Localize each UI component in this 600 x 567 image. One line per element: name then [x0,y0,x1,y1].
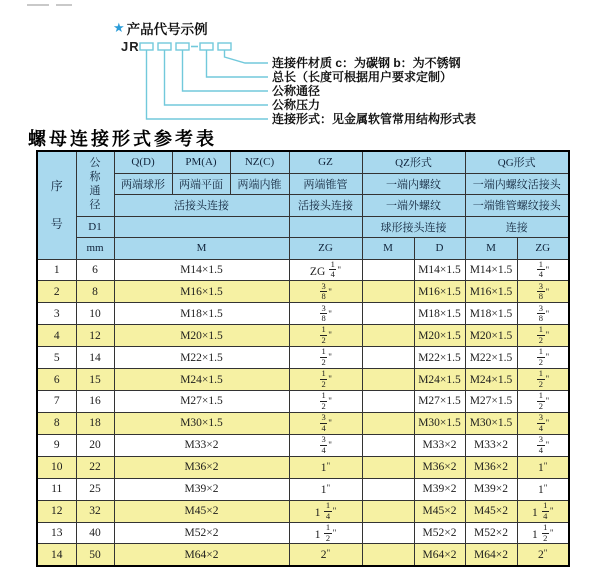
cell-qz-d: M52×2 [414,522,465,544]
cell-seq: 12 [37,500,76,522]
cell-seq: 5 [37,347,76,369]
cell-thread-m: M36×2 [114,456,289,478]
cell-seq: 1 [37,259,76,281]
cell-qz-m [362,281,414,303]
fraction: $\frac{3}{8}$ [538,302,544,324]
table-row [37,434,569,456]
cell-seq: 8 [37,412,76,434]
cell-thread-m: M14×1.5 [114,259,289,281]
nut-connection-table [36,150,570,567]
fraction: $\frac{1}{2}$ [538,390,544,411]
cell-qg-zg: $\frac{1}{2}$ " [517,391,569,413]
col-header-pm: PM(A) [172,151,230,173]
col-header-seq: 序号 [37,151,76,259]
fraction: $\frac{1}{2}$ [538,324,544,346]
cell-qz-d: M30×1.5 [414,412,465,434]
cell-qz-m [362,522,414,544]
cell-qz-d: M16×1.5 [414,281,465,303]
fraction: $\frac{1}{4}$ [325,500,331,521]
cell-qz-m [362,303,414,325]
cell-dn: 22 [76,456,114,478]
cell-dn: 40 [76,522,114,544]
label-nominal-diameter: 公称通径 [272,84,321,98]
table-row [37,281,569,303]
col-header-d1: D1 [76,216,114,237]
cell-qg-m: M27×1.5 [465,391,517,413]
cell-qg-m: M64×2 [465,544,517,566]
cell-qz-m [362,391,414,413]
cell-dn: 8 [76,281,114,303]
table-body [37,259,569,566]
table-row [37,259,569,281]
cell-thread-m: M20×1.5 [114,325,289,347]
fraction: $\frac{3}{4}$ [321,434,326,455]
col-sub-qg-3: 连接 [465,216,569,237]
leader-line-dn [183,50,269,91]
cell-thread-m: M24×1.5 [114,369,289,391]
cell-seq: 4 [37,325,76,347]
cell-qz-m [362,347,414,369]
cell-dn: 12 [76,325,114,347]
cell-seq: 10 [37,456,76,478]
cell-qz-d: M27×1.5 [414,391,465,413]
cell-gz-zg: 2" [289,544,362,566]
cell-qz-m [362,325,414,347]
cell-qz-d: M14×1.5 [414,259,465,281]
fraction: $\frac{1}{2}$ [543,522,548,543]
table-row [37,391,569,413]
col-sub-q: 两端球形 [114,173,172,194]
cell-qz-m [362,434,414,456]
cell-dn: 50 [76,544,114,566]
cell-qz-d: M22×1.5 [414,347,465,369]
cell-seq: 6 [37,369,76,391]
cell-qg-zg: $\frac{1}{2}$ " [517,325,569,347]
cell-seq: 9 [37,434,76,456]
cell-qz-m [362,456,414,478]
cell-dn: 14 [76,347,114,369]
cell-qg-zg: $\frac{3}{8}$ " [517,303,569,325]
table-row [37,456,569,478]
cell-gz-zg: ZG $\frac{1}{4}$ " [289,259,362,281]
table-row [37,325,569,347]
diagram-title-text: 产品代号示例 [126,22,208,37]
cell-dn: 20 [76,434,114,456]
cell-dn: 16 [76,391,114,413]
cell-gz-zg: $\frac{1}{2}$ " [289,369,362,391]
empty-cell [114,216,289,237]
col-header-dn: 公称通径 [76,151,114,216]
code-box [200,43,213,50]
fraction: $\frac{3}{4}$ [538,434,544,455]
label-total-length: 总长（长度可根据用户要求定制） [272,70,453,84]
unit-zg-gz: ZG [289,237,362,259]
code-box [158,43,171,50]
cell-qg-m: M30×1.5 [465,412,517,434]
cell-qg-m: M18×1.5 [465,303,517,325]
col-sub-gz: 两端锥管 [289,173,362,194]
col-header-qz: QZ形式 [362,151,465,173]
label-nominal-pressure: 公称压力 [272,98,321,112]
fraction: $\frac{1}{2}$ [321,368,326,390]
cell-seq: 7 [37,391,76,413]
cell-seq: 2 [37,281,76,303]
fraction: $\frac{1}{2}$ [321,390,326,411]
cell-gz-zg: 1 $\frac{1}{4}$ " [289,500,362,522]
col-sub-qg-2: 一端锥管螺纹接头 [465,194,569,216]
cell-qg-m: M45×2 [465,500,517,522]
unit-zg-qg: ZG [517,237,569,259]
cell-thread-m: M22×1.5 [114,347,289,369]
cell-seq: 14 [37,544,76,566]
unit-m-qg: M [465,237,517,259]
fraction: $\frac{3}{8}$ [321,302,326,324]
col-sub-qz-3: 球形接头连接 [362,216,465,237]
cell-dn: 25 [76,478,114,500]
cell-gz-zg: $\frac{1}{2}$ " [289,347,362,369]
code-box [218,43,231,50]
cell-qg-m: M16×1.5 [465,281,517,303]
fraction: $\frac{3}{4}$ [538,412,544,433]
fraction: $\frac{1}{4}$ [543,500,548,521]
fraction: $\frac{3}{8}$ [321,280,326,302]
star-icon: ★ [113,20,125,35]
table-title: 螺母连接形式参考表 [28,129,217,149]
cell-qg-m: M24×1.5 [465,369,517,391]
col-sub-pm: 两端平面 [172,173,230,194]
union-joint-left: 活接头连接 [114,194,289,216]
header-row-3 [37,194,569,216]
fraction: $\frac{1}{2}$ [538,368,544,390]
cell-qg-zg: 1" [517,456,569,478]
col-sub-nz: 两端内锥 [230,173,289,194]
unit-mm: mm [76,237,114,259]
cell-qz-m [362,500,414,522]
cell-thread-m: M30×1.5 [114,412,289,434]
col-header-q: Q(D) [114,151,172,173]
cell-thread-m: M18×1.5 [114,303,289,325]
cell-qg-zg: 1 $\frac{1}{4}$ " [517,500,569,522]
cell-qg-m: M20×1.5 [465,325,517,347]
cell-dn: 32 [76,500,114,522]
code-prefix: JR [121,39,140,54]
cell-qz-d: M33×2 [414,434,465,456]
unit-m-qz: M [362,237,414,259]
cell-seq: 3 [37,303,76,325]
fraction: $\frac{1}{2}$ [321,324,326,346]
cell-dn: 18 [76,412,114,434]
cell-qg-zg: $\frac{1}{2}$ " [517,347,569,369]
col-sub-qg-1: 一端内螺纹活接头 [465,173,569,194]
cell-qz-d: M45×2 [414,500,465,522]
fraction: $\frac{3}{4}$ [321,412,326,433]
cell-gz-zg: 1" [289,456,362,478]
cell-qg-zg: $\frac{3}{8}$ " [517,281,569,303]
fraction: $\frac{1}{2}$ [538,346,544,368]
cell-qz-d: M64×2 [414,544,465,566]
cell-qg-zg: $\frac{1}{2}$ " [517,369,569,391]
fraction: $\frac{1}{2}$ [325,522,331,543]
cell-thread-m: M52×2 [114,522,289,544]
table-row [37,412,569,434]
header-row-1 [37,151,569,173]
fraction: $\frac{1}{4}$ [538,259,544,280]
cell-qg-zg: 2" [517,544,569,566]
cell-qz-d: M39×2 [414,478,465,500]
table-row [37,478,569,500]
cell-qz-m [362,259,414,281]
table-row [37,347,569,369]
cell-qz-d: M36×2 [414,456,465,478]
header-row-2 [37,173,569,194]
table-row [37,500,569,522]
col-header-nz: NZ(C) [230,151,289,173]
fraction: $\frac{1}{4}$ [330,259,335,280]
col-sub-qz-2: 一端外螺纹 [362,194,465,216]
cell-qz-d: M18×1.5 [414,303,465,325]
cell-gz-zg: $\frac{3}{4}$ " [289,412,362,434]
cell-qg-zg: $\frac{3}{4}$ " [517,412,569,434]
cell-gz-zg: 1 $\frac{1}{2}$ " [289,522,362,544]
cell-qg-zg: $\frac{3}{4}$ " [517,434,569,456]
cell-thread-m: M64×2 [114,544,289,566]
cell-gz-zg: $\frac{3}{8}$ " [289,303,362,325]
cell-gz-zg: $\frac{1}{2}$ " [289,391,362,413]
cell-thread-m: M27×1.5 [114,391,289,413]
empty-cell [289,216,362,237]
cell-qz-d: M24×1.5 [414,369,465,391]
header-row-4 [37,216,569,237]
cell-gz-zg: $\frac{1}{2}$ " [289,325,362,347]
table-row [37,544,569,566]
unit-m-left: M [114,237,289,259]
cell-thread-m: M39×2 [114,478,289,500]
cell-gz-zg: $\frac{3}{8}$ " [289,281,362,303]
fraction: $\frac{1}{2}$ [321,346,326,368]
cell-seq: 11 [37,478,76,500]
fraction: $\frac{3}{8}$ [538,280,544,302]
code-box [176,43,189,50]
cell-qg-zg: 1 $\frac{1}{2}$ " [517,522,569,544]
col-header-gz: GZ [289,151,362,173]
leader-line-material [225,50,269,63]
cell-dn: 15 [76,369,114,391]
cell-qz-m [362,412,414,434]
cell-qg-m: M14×1.5 [465,259,517,281]
cell-qz-d: M20×1.5 [414,325,465,347]
cell-thread-m: M16×1.5 [114,281,289,303]
code-box [140,43,153,50]
col-header-qg: QG形式 [465,151,569,173]
table-row [37,369,569,391]
cell-qg-m: M33×2 [465,434,517,456]
unit-d-qz: D [414,237,465,259]
cell-seq: 13 [37,522,76,544]
label-connector-material: 连接件材质 c：为碳钢 b：为不锈钢 [272,56,461,70]
cell-gz-zg: $\frac{3}{4}$ " [289,434,362,456]
cell-thread-m: M45×2 [114,500,289,522]
cell-thread-m: M33×2 [114,434,289,456]
cell-qg-zg: 1" [517,478,569,500]
cell-qg-zg: $\frac{1}{4}$ " [517,259,569,281]
cell-gz-zg: 1" [289,478,362,500]
label-connection-form: 连接形式：见金属软管常用结构形式表 [272,112,477,126]
table-header [37,151,569,259]
cell-qz-m [362,544,414,566]
col-sub-qz-1: 一端内螺纹 [362,173,465,194]
union-joint-gz: 活接头连接 [289,194,362,216]
table-row [37,522,569,544]
table-row [37,303,569,325]
header-row-5 [37,237,569,259]
cell-qg-m: M36×2 [465,456,517,478]
cell-dn: 6 [76,259,114,281]
cell-qg-m: M52×2 [465,522,517,544]
cell-qg-m: M22×1.5 [465,347,517,369]
cell-qz-m [362,369,414,391]
cell-qg-m: M39×2 [465,478,517,500]
cell-qz-m [362,478,414,500]
cell-dn: 10 [76,303,114,325]
